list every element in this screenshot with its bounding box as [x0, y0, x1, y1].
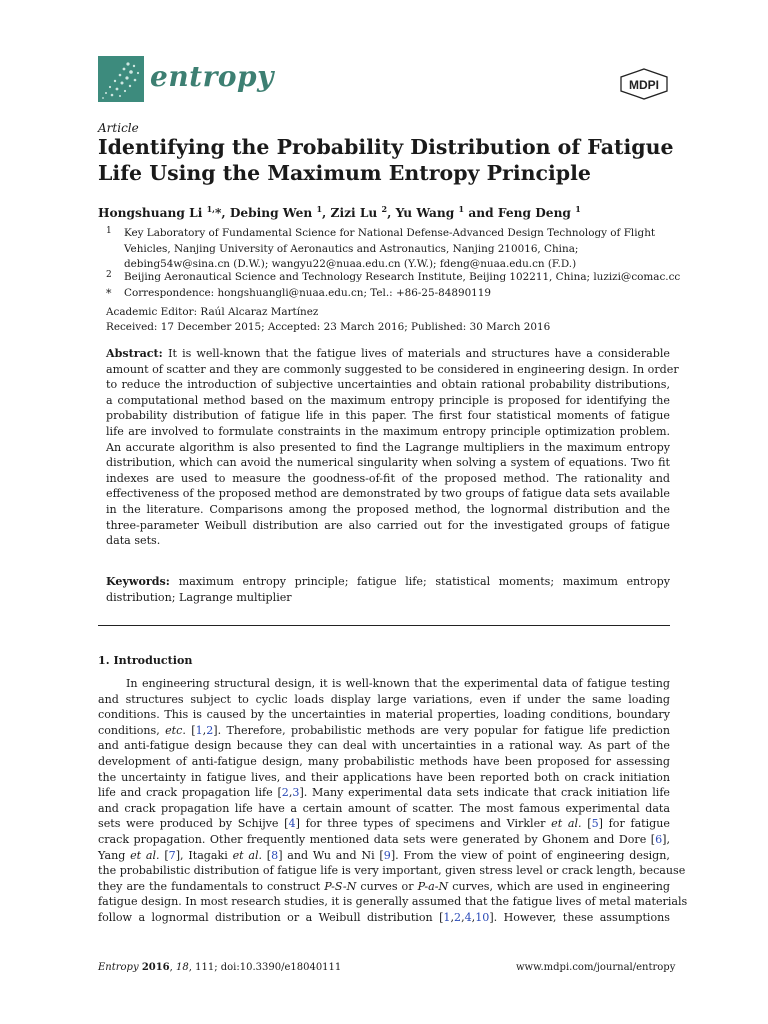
- title-line: Life Using the Maximum Entropy Principle: [98, 161, 591, 185]
- text-line: in the literature. Comparisons among the proposed method, the lognormal distribution and the: [106, 502, 670, 516]
- author-name: Debing Wen: [229, 206, 317, 221]
- text-line: fatigue design. In most research studies, it is generally assumed that the fatigue lives of metal materials: [98, 895, 688, 909]
- keywords: [106, 574, 670, 605]
- journal-name: entropy: [150, 60, 274, 93]
- academic-editor: Academic Editor: Raúl Alcaraz Martínez: [106, 306, 319, 318]
- citation-link[interactable]: 7: [168, 848, 176, 862]
- section-divider: [98, 625, 670, 626]
- text-line: life are involved to formulate constraints in the maximum entropy principle optimization problem.: [106, 424, 670, 438]
- citation-volume: 18: [176, 962, 189, 973]
- text-line: Abstract: It is well-known that the fatigue lives of materials and structures have a considerable: [106, 347, 670, 360]
- text-line: the uncertainty in fatigue lives, and their applications have been reported both on crack initiation: [98, 770, 670, 784]
- text-line: indexes are used to measure the goodness-of-fit of the proposed method. The rationality and: [106, 471, 670, 485]
- citation-link[interactable]: 2: [281, 786, 289, 800]
- citation-link[interactable]: 2: [454, 910, 462, 924]
- text-line: probability distribution of fatigue life in this paper. The first four statistical moments of fatigue: [106, 409, 670, 423]
- text-line: Yang et al. [7], Itagaki et al. [8] and Wu and Ni [9]. From the view of point of engineering design,: [98, 848, 670, 862]
- affiliation-mark: 2: [106, 270, 112, 280]
- text-line: and structures subject to cyclic loads display large variations, even if under the same loading: [98, 692, 670, 706]
- citation-link[interactable]: 10: [475, 910, 490, 924]
- text-line: Keywords: maximum entropy principle; fatigue life; statistical moments; maximum entropy: [106, 575, 670, 588]
- citation-link[interactable]: 4: [288, 817, 296, 831]
- text-line: development of anti-fatigue design, many probabilistic methods have been proposed for assessing: [98, 754, 670, 768]
- author-affiliation-ref: 1: [458, 204, 465, 214]
- citation-link[interactable]: 3: [292, 786, 300, 800]
- citation-link[interactable]: 5: [591, 817, 599, 831]
- italic-text: et al.: [130, 848, 160, 862]
- citation-link[interactable]: 1: [443, 910, 451, 924]
- author-name: Hongshuang Li: [98, 206, 207, 221]
- text-line: three-parameter Weibull distribution are also carried out for the investigated groups of fatigue: [106, 518, 670, 532]
- text-line: to reduce the introduction of subjective uncertainties and obtain rational probability distributions,: [106, 378, 670, 392]
- text-line: In engineering structural design, it is well-known that the experimental data of fatigue testing: [126, 677, 670, 690]
- introduction-text: [98, 676, 688, 926]
- text-line: effectiveness of the proposed method are demonstrated by two groups of fatigue data sets available: [106, 487, 670, 501]
- citation-link[interactable]: 8: [271, 848, 279, 862]
- italic-text: P-S-N: [324, 879, 357, 893]
- text-line: the probabilistic distribution of fatigue life is very important, given stress level or crack length, because: [98, 864, 686, 878]
- text-line: crack propagation. Other frequently mentioned data sets were generated by Ghonem and Dore [6],: [98, 832, 670, 846]
- publisher-name: MDPI: [629, 78, 659, 92]
- text-line: and crack propagation life have a certain amount of scatter. The most famous experimental data: [98, 801, 670, 815]
- text-line: An accurate algorithm is also presented to find the Lagrange multipliers in the maximum entropy: [106, 440, 670, 454]
- citation-link[interactable]: 9: [383, 848, 391, 862]
- article-type: Article: [98, 121, 139, 135]
- text-line: a computational method based on the maximum entropy principle is proposed for identifying the: [106, 393, 670, 407]
- text-line: conditions, etc. [1,2]. Therefore, probabilistic methods are very popular for fatigue life prediction: [98, 723, 671, 737]
- citation-link[interactable]: 1: [195, 723, 203, 737]
- text-line: sets were produced by Schijve [4] for three types of specimens and Virkler et al. [5] for fatigue: [98, 817, 670, 831]
- italic-text: etc: [165, 723, 183, 737]
- article-title: [98, 134, 698, 186]
- author-list: Hongshuang Li $^{1,}$*, Debing Wen $^1$, Zizi Lu $^2$, Yu Wang $^1$ and Feng Deng $^1$: [98, 204, 581, 221]
- title-line: Identifying the Probability Distribution of Fatigue: [98, 135, 674, 159]
- text-line: conditions. This is caused by the uncertainties in material properties, loading conditions, boundary: [98, 708, 670, 722]
- text-line: data sets.: [106, 534, 161, 548]
- text-line: amount of scatter and they are commonly suggested to be considered in engineering design. In order: [106, 362, 679, 376]
- author-name: Zizi Lu: [330, 206, 382, 221]
- footer-url[interactable]: www.mdpi.com/journal/entropy: [516, 962, 676, 973]
- author-affiliation-ref: 2: [381, 204, 388, 214]
- footer-citation: Entropy 2016, 18, 111; doi:10.3390/e18040111: [98, 962, 342, 973]
- affiliation-1: Key Laboratory of Fundamental Science for National Defense-Advanced Design Technology of Flight Vehicles, Nanjing University of Aeronautics and Astronautics, Nanjing 210016, China; debing54w@sina.cn (D.W.); wangyu22@nuaa.edu.cn (Y.W.); fdeng@nuaa.edu.cn (F.D.): [124, 227, 656, 271]
- author-name: Feng Deng: [497, 206, 576, 221]
- italic-text: et al.: [551, 817, 582, 831]
- citation-link[interactable]: 6: [655, 832, 663, 846]
- publisher-logo-icon: [618, 68, 670, 100]
- block-label: Keywords:: [106, 575, 179, 588]
- section-heading: 1. Introduction: [98, 654, 193, 667]
- block-label: Abstract:: [106, 347, 169, 360]
- corresponding-author-mark: *: [214, 206, 222, 221]
- text-line: and anti-fatigue design because they can deal with uncertainties in a rational way. As part of the: [98, 739, 670, 753]
- citation-link[interactable]: 4: [464, 910, 472, 924]
- affiliation-2: Beijing Aeronautical Science and Technology Research Institute, Beijing 102211, China; luzizi@comac.cc: [124, 271, 681, 283]
- citation-rest: , 18, 111; doi:10.3390/e18040111: [169, 962, 342, 973]
- text-line: follow a lognormal distribution or a Weibull distribution [1,2,4,10]. However, these assumptions: [98, 910, 670, 924]
- text-line: they are the fundamentals to construct P-S-N curves or P-a-N curves, which are used in engineering: [98, 879, 670, 893]
- correspondence-mark: *: [106, 287, 112, 300]
- text-line: distribution, which can avoid the numerical singularity when solving a system of equations. Two fit: [106, 456, 670, 470]
- author-affiliation-ref: 1: [575, 204, 581, 214]
- italic-text: P-a-N: [417, 879, 449, 893]
- author-affiliation-ref: 1: [316, 204, 323, 214]
- author-name: Yu Wang: [395, 206, 459, 221]
- correspondence: Correspondence: hongshuangli@nuaa.edu.cn; Tel.: +86-25-84890119: [124, 287, 492, 299]
- text-line: life and crack propagation life [2,3]. Many experimental data sets indicate that crack initiation life: [98, 786, 671, 800]
- abstract: [106, 346, 679, 549]
- italic-text: et al.: [232, 848, 263, 862]
- text-line: distribution; Lagrange multiplier: [106, 590, 292, 604]
- journal-logo-icon: [98, 56, 144, 102]
- citation-link[interactable]: 2: [206, 723, 214, 737]
- publication-dates: Received: 17 December 2015; Accepted: 23 March 2016; Published: 30 March 2016: [106, 321, 551, 333]
- author-affiliation-ref: 1,: [206, 204, 215, 214]
- affiliation-mark: 1: [106, 226, 112, 236]
